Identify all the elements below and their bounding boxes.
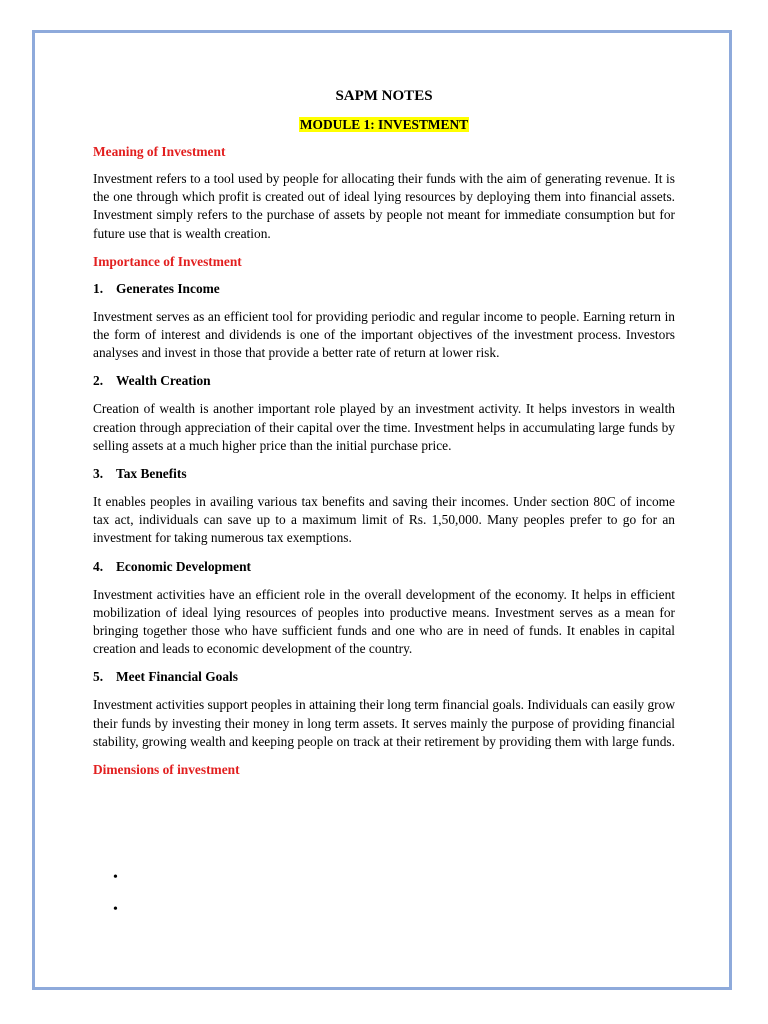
point-title: Wealth Creation bbox=[116, 373, 211, 389]
bullet-list bbox=[113, 868, 118, 932]
point-heading-1 bbox=[93, 280, 675, 298]
point-heading-3 bbox=[93, 465, 675, 483]
bullet-item: • bbox=[113, 902, 118, 917]
point-paragraph-4: Investment activities have an efficient role in the overall development of the economy. It helps in efficient mobilization of ideal lying resources of peoples into productive means. Investment serves as a mean for bringing together those who have sufficient funds and one who are in need of funds. It enables in capital creation and leads to economic development of the country. bbox=[93, 586, 675, 657]
point-paragraph-5: Investment activities support peoples in attaining their long term financial goals. Individuals can easily grow their funds by investing their money in long term assets. It serves mainly the purpose of providing financial stability, growing wealth and keeping people on track at their retirement by providing them with large funds. bbox=[93, 697, 675, 749]
point-paragraph-2: Creation of wealth is another important role played by an investment activity. It helps investors in wealth creation through appreciation of their capital over the time. Investment helps in accumulating large funds by selling assets at a much higher price than the initial purchase price. bbox=[93, 401, 675, 453]
bullet-item: • bbox=[113, 870, 118, 885]
point-number: 2. bbox=[93, 373, 104, 389]
point-number: 5. bbox=[93, 669, 104, 685]
point-paragraph-1: Investment serves as an efficient tool for providing periodic and regular income to people. Earning return in the form of interest and dividends is one of the important objectives of the investment process. Investors analyses and invest in those that provide a better rate of return at lower risk. bbox=[93, 308, 675, 361]
point-heading-5 bbox=[93, 668, 675, 686]
point-title: Economic Development bbox=[116, 558, 251, 574]
point-paragraph-3: It enables peoples in availing various tax benefits and saving their incomes. Under section 80C of income tax act, individuals can save up to a maximum limit of Rs. 1,50,000. Many peoples prefer to go for an investment for taking numerous tax exemptions. bbox=[93, 494, 675, 546]
meaning-heading: Meaning of Investment bbox=[93, 144, 226, 159]
point-number: 1. bbox=[93, 280, 104, 296]
meaning-paragraph: Investment refers to a tool used by people for allocating their funds with the aim of generating revenue. It is the one through which profit is created out of ideal lying resources by deploying them into financial assets. Investment simply refers to the purchase of assets by people not meant for immediate consumption but for future use that is wealth creation. bbox=[93, 171, 675, 241]
document-body bbox=[93, 86, 675, 788]
point-number: 4. bbox=[93, 558, 104, 574]
point-title: Meet Financial Goals bbox=[116, 669, 238, 685]
module-heading: MODULE 1: INVESTMENT bbox=[299, 117, 469, 132]
point-title: Generates Income bbox=[116, 280, 220, 296]
module-heading-wrap bbox=[93, 116, 675, 134]
point-title: Tax Benefits bbox=[116, 466, 187, 482]
point-heading-2 bbox=[93, 372, 675, 390]
importance-heading: Importance of Investment bbox=[93, 253, 242, 269]
dimensions-heading: Dimensions of investment bbox=[93, 762, 240, 778]
document-title: SAPM NOTES bbox=[335, 88, 433, 104]
point-heading-4 bbox=[93, 558, 675, 576]
point-number: 3. bbox=[93, 466, 104, 482]
